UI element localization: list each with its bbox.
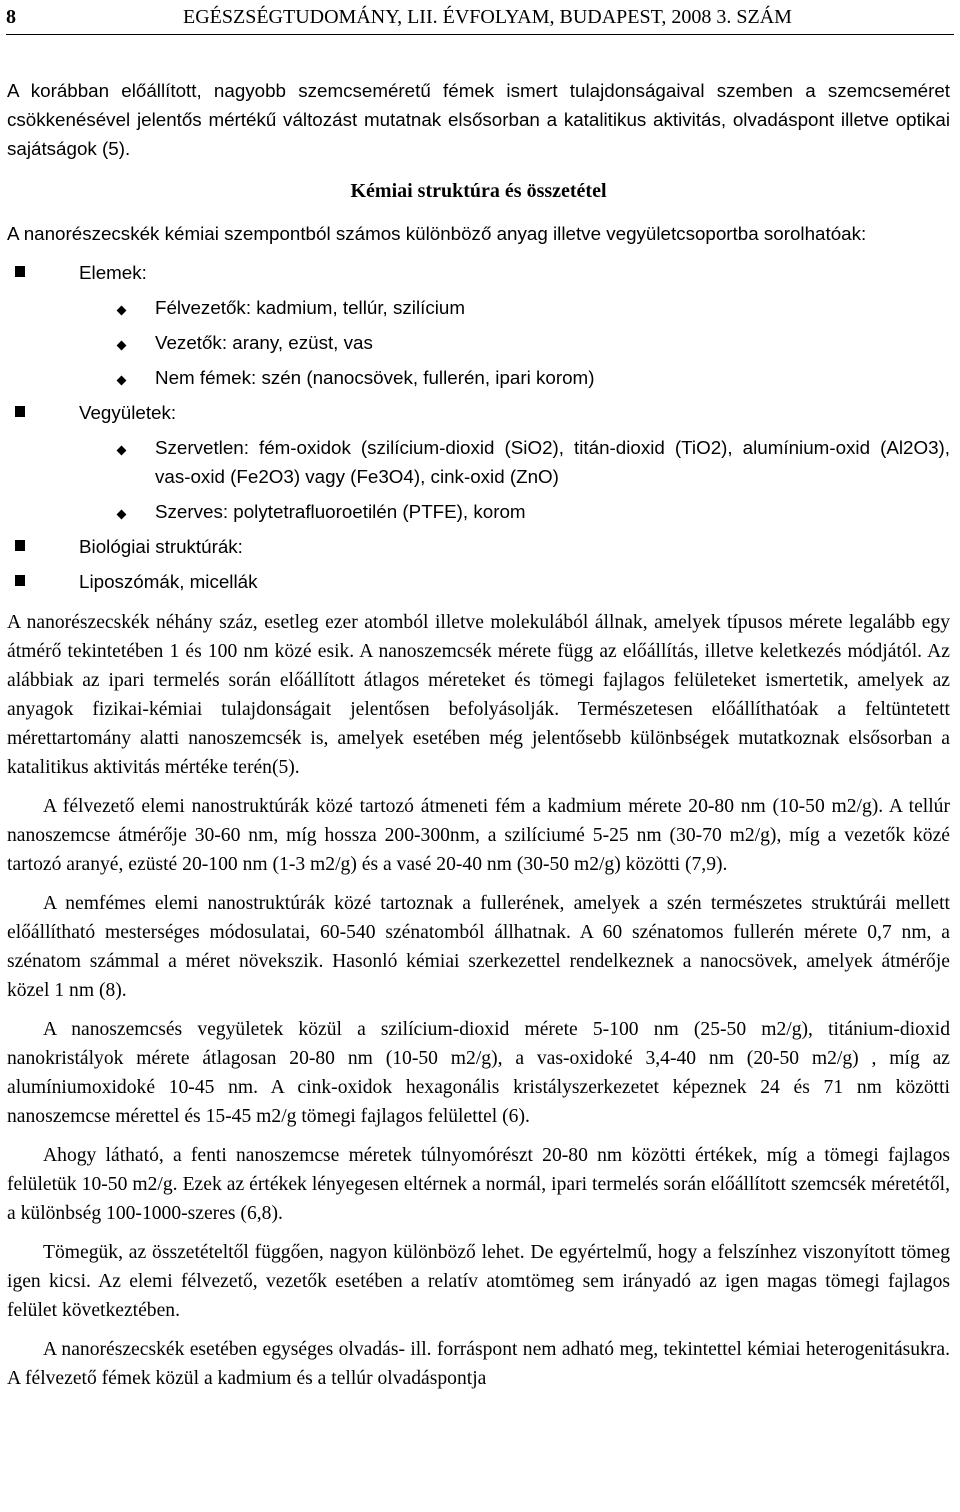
- body-paragraph: A nemfémes elemi nanostruktúrák közé tartoznak a fullerének, amelyek a szén természetes struktúrái mellett előállítható mesterséges módosulatai, 60-540 szénatomból állhatnak. A 60 szénatomos fullerén mérete 0,7 nm, a szénatom számmal a méret növekszik. Hasonló kémiai szerkezettel rendelkeznek a nanocsövek, amelyek átmérője közel 1 nm (8).: [7, 893, 950, 1001]
- diamond-bullet-icon: [117, 510, 127, 520]
- list-item-elemek: [7, 258, 950, 287]
- intro-paragraph: A korábban előállított, nagyobb szemcseméretű fémek ismert tulajdonságaival szemben a szemcseméret csökkenésével jelentős mértékű változást mutatnak elsősorban a katalitikus aktivitás, olvadáspont illetve optikai sajátságok (5).: [7, 80, 950, 159]
- list-item-szerves: [7, 497, 950, 526]
- diamond-bullet-icon: [117, 376, 127, 386]
- list-item-label: Szervetlen: fém-oxidok (szilícium-dioxid (SiO2), titán-dioxid (TiO2), alumínium-oxid (Al2O3), vas-oxid (Fe2O3) vagy (Fe3O4), cink-oxid (ZnO): [155, 437, 950, 487]
- article-body: [7, 76, 950, 1403]
- body-paragraph: A félvezető elemi nanostruktúrák közé tartozó átmeneti fém a kadmium mérete 20-80 nm (10-50 m2/g). A tellúr nanoszemcse átmérője 30-60 nm, míg hossza 200-300nm, a szilíciumé 5-25 nm (30-70 m2/g), míg a vezetők közé tartozó aranyé, ezüsté 20-100 nm (1-3 m2/g) és a vasé 20-40 nm (30-50 m2/g) közötti (7,9).: [7, 796, 950, 875]
- square-bullet-icon: [15, 266, 25, 277]
- list-item-label: Vezetők: arany, ezüst, vas: [155, 332, 373, 353]
- header-rule: [6, 34, 954, 35]
- list-item-label: Vegyületek:: [79, 402, 177, 423]
- list-item-label: Biológiai struktúrák:: [79, 536, 243, 557]
- body-paragraph: Ahogy látható, a fenti nanoszemcse méretek túlnyomórészt 20-80 nm közötti értékek, míg a tömegi fajlagos felületük 10-50 m2/g. Ezek az értékek lényegesen eltérnek a normál, ipari termelés során előállított szemcsék méretétől, a különbség 100-1000-szeres (6,8).: [7, 1145, 950, 1224]
- list-item-label: Félvezetők: kadmium, tellúr, szilícium: [155, 297, 465, 318]
- list-item-vezetok: [7, 328, 950, 357]
- diamond-bullet-icon: [117, 306, 127, 316]
- body-paragraph: A nanorészecskék esetében egységes olvadás- ill. forráspont nem adható meg, tekintettel kémiai heterogenitásukra. A félvezető fémek közül a kadmium és a tellúr olvadáspontja: [7, 1339, 950, 1389]
- body-paragraph: Tömegük, az összetételtől függően, nagyon különböző lehet. De egyértelmű, hogy a felszínhez viszonyított tömeg igen kicsi. Az elemi félvezető, vezetők esetében a relatív atomtömeg sem irányadó az igen magas tömegi fajlagos felület következtében.: [7, 1242, 950, 1321]
- square-bullet-icon: [15, 406, 25, 417]
- list-item-label: Elemek:: [79, 262, 147, 283]
- list-item-vegyuletek: [7, 398, 950, 427]
- list-item-felvezetok: [7, 293, 950, 322]
- diamond-bullet-icon: [117, 446, 127, 456]
- list-item-liposzomak: [7, 567, 950, 596]
- section-intro: A nanorészecskék kémiai szempontból számos különböző anyag illetve vegyületcsoportba sorolhatóak:: [7, 223, 867, 244]
- list-item-label: Szerves: polytetrafluoroetilén (PTFE), korom: [155, 501, 526, 522]
- running-header: [6, 4, 954, 34]
- diamond-bullet-icon: [117, 341, 127, 351]
- list-item-szervetlen: [7, 433, 950, 491]
- list-item-nemfemek: [7, 363, 950, 392]
- square-bullet-icon: [15, 575, 25, 586]
- list-item-label: Liposzómák, micellák: [79, 571, 258, 592]
- body-paragraph: A nanoszemcsés vegyületek közül a szilícium-dioxid mérete 5-100 nm (25-50 m2/g), titánium-dioxid nanokristályok mérete átlagosan 20-80 nm (10-50 m2/g), a vas-oxidoké 3,4-40 nm (20-50 m2/g) , míg az alumíniumoxidoké 10-45 nm. A cink-oxidok hexagonális kristályszerkezetet képeznek 24 és 71 nm közötti nanoszemcse mérettel és 15-45 m2/g tömegi fajlagos felülettel (6).: [7, 1019, 950, 1127]
- square-bullet-icon: [15, 540, 25, 551]
- section-title: Kémiai struktúra és összetétel: [350, 180, 607, 202]
- body-paragraph: A nanorészecskék néhány száz, esetleg ezer atomból illetve molekulából állnak, amelyek típusos mérete legalább egy átmérő tekintetében 1 és 100 nm közé esik. A nanoszemcsék mérete függ az előállítás, illetve keletkezés módjától. Az alábbiak az ipari termelés során előállított átlagos méreteket és tömegi fajlagos felületeket ismertetik, amelyek az anyagok fizikai-kémiai tulajdonságait jelentősen befolyásolják. Természetesen előállíthatóak a feltüntetett mérettartomány alatti nanoszemcsék is, amelyek esetében még jelentősebb különbségek mutatkoznak elsősorban a katalitikus aktivitás mértéke terén(5).: [7, 612, 950, 778]
- journal-title: EGÉSZSÉGTUDOMÁNY, LII. ÉVFOLYAM, BUDAPEST, 2008 3. SZÁM: [183, 6, 792, 28]
- classification-list: [7, 258, 950, 596]
- list-item-biologiai: [7, 532, 950, 561]
- page-number: 8: [6, 6, 16, 28]
- list-item-label: Nem fémek: szén (nanocsövek, fullerén, ipari korom): [155, 367, 595, 388]
